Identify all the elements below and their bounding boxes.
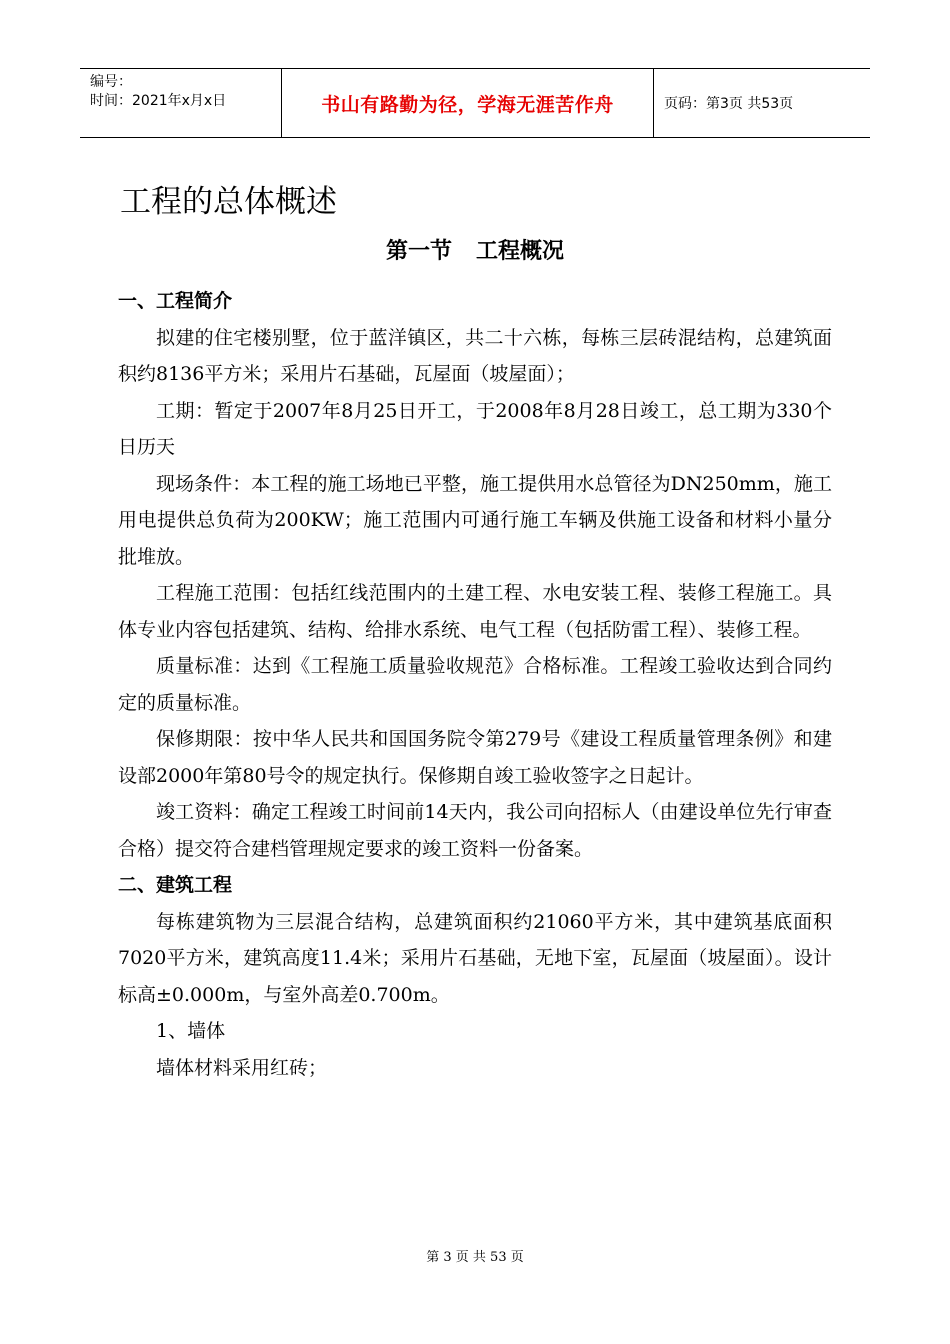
paragraph: 保修期限：按中华人民共和国国务院令第279号《建设工程质量管理条例》和建设部2000年第80号令的规定执行。保修期自竣工验收签字之日起计。: [118, 728, 832, 787]
subheading-project-intro: 一、工程简介: [118, 290, 233, 312]
wall-heading: 1、墙体: [156, 1020, 226, 1042]
wall-text: 墙体材料采用红砖；: [156, 1056, 328, 1079]
paragraph: 竣工资料：确定工程竣工时间前14天内，我公司向招标人（由建设单位先行审查合格）提交符合建档管理规定要求的竣工资料一份备案。: [118, 801, 832, 860]
header-page-code: 页码：第3页 共53页: [664, 96, 794, 112]
subheading-building-works: 二、建筑工程: [118, 874, 233, 896]
paragraph: 工期：暂定于2007年8月25日开工，于2008年8月28日竣工，总工期为330个日历天: [118, 399, 832, 458]
document-body: [118, 283, 832, 1086]
header-left-cell: [80, 69, 282, 137]
paragraph: 拟建的住宅楼别墅，位于蓝洋镇区，共二十六栋，每栋三层砖混结构，总建筑面积约8136平方米；采用片石基础，瓦屋面（坡屋面）；: [118, 326, 832, 385]
section-name: 工程概况: [476, 239, 565, 264]
page-footer: 第 3 页 共 53 页: [426, 1250, 524, 1265]
document-date: 时间：2021年x月x日: [90, 93, 227, 109]
document-number-label: 编号：: [90, 74, 132, 90]
paragraph: 质量标准：达到《工程施工质量验收规范》合格标准。工程竣工验收达到合同约定的质量标准。: [118, 655, 832, 714]
paragraph: 工程施工范围：包括红线范围内的土建工程、水电安装工程、装修工程施工。具体专业内容包括建筑、结构、给排水系统、电气工程（包括防雷工程）、装修工程。: [118, 582, 832, 641]
section-number: 第一节: [385, 239, 452, 264]
document-title: 工程的总体概述: [120, 184, 337, 220]
paragraph: 现场条件：本工程的施工场地已平整，施工提供用水总管径为DN250mm，施工用电提供总负荷为200KW；施工范围内可通行施工车辆及供施工设备和材料小量分批堆放。: [118, 472, 832, 568]
header-motto: 书山有路勤为径，学海无涯苦作舟: [282, 69, 654, 137]
section-title: [0, 234, 950, 265]
paragraph: 每栋建筑物为三层混合结构，总建筑面积约21060平方米，其中建筑基底面积7020平方米，建筑高度11.4米；采用片石基础，无地下室，瓦屋面（坡屋面）。设计标高±0.000m，与室外高差0.700m。: [118, 910, 832, 1006]
page-header: [80, 68, 870, 138]
